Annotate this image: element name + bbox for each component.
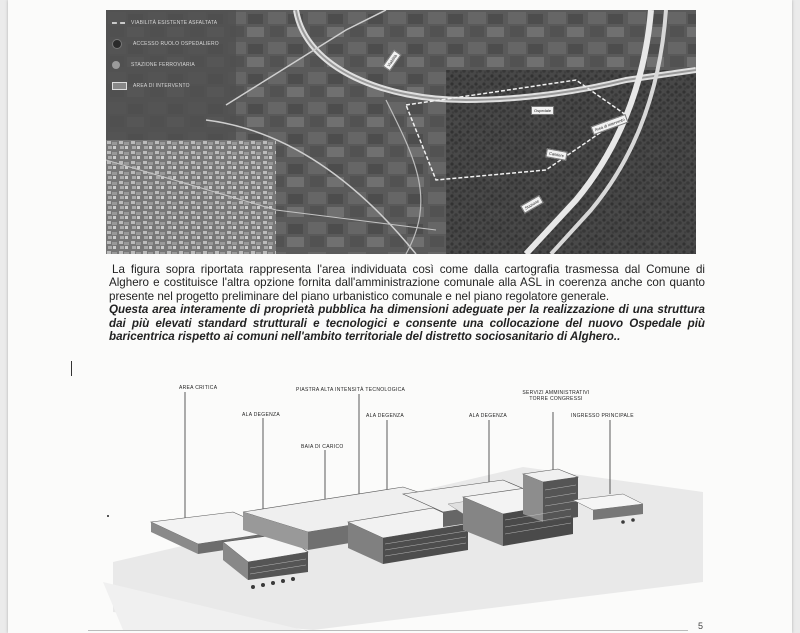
emphasis-paragraph xyxy=(109,303,705,343)
road-line-icon xyxy=(112,22,125,24)
document-page xyxy=(8,0,792,633)
legend-item xyxy=(112,75,219,96)
stray-dot xyxy=(107,515,109,517)
map-label: Area di intervento xyxy=(591,114,629,135)
station-dot-icon xyxy=(112,61,120,69)
access-dot-icon xyxy=(112,39,122,49)
legend-label: STAZIONE FERROVIARIA xyxy=(131,61,195,68)
map-label: Stazione xyxy=(520,195,543,214)
legend-label: AREA DI INTERVENTO xyxy=(133,82,190,89)
legend-item xyxy=(112,33,219,54)
callout-baia-carico: BAIA DI CARICO xyxy=(301,444,344,450)
legend-item xyxy=(112,54,219,75)
hospital-rendering-svg xyxy=(103,382,703,630)
footer-rule xyxy=(88,630,688,631)
map-label: Viabilità xyxy=(383,50,402,71)
emphasis-text: Questa area interamente di proprietà pubblica ha dimensioni adeguate per la realizzazione di una struttura dai più elevati standard strutturali e tecnologici e consente una collocazione del nuovo Ospedale più baricentrica rispetto ai comuni nell'ambito territoriale del distretto sociosanitario di Alghero. xyxy=(109,303,705,344)
callout-ala-degenza-3: ALA DEGENZA xyxy=(469,413,508,419)
callout-ala-degenza-2: ALA DEGENZA xyxy=(366,413,405,419)
area-box-icon xyxy=(112,82,127,90)
legend-label: ACCESSO RUOLO OSPEDALIERO xyxy=(133,40,219,47)
body-text xyxy=(109,263,705,343)
callout-ala-degenza-1: ALA DEGENZA xyxy=(242,412,281,418)
emphasis-end: . xyxy=(617,330,621,344)
callout-piastra: PIASTRA ALTA INTENSITÀ TECNOLOGICA xyxy=(296,387,406,393)
legend-item xyxy=(112,12,219,33)
callout-servizi: SERVIZI AMMINISTRATIVI TORRE CONGRESSI xyxy=(522,390,590,402)
map-legend xyxy=(112,12,219,96)
map-label: Cantiere xyxy=(545,148,567,161)
hospital-rendering xyxy=(103,382,703,630)
map-label: Ospedale xyxy=(531,106,554,115)
callout-ingresso: INGRESSO PRINCIPALE xyxy=(571,413,634,419)
callout-area-critica: AREA CRITICA xyxy=(179,385,218,391)
legend-label: VIABILITÀ ESISTENTE ASFALTATA xyxy=(131,19,218,26)
page-number: 5 xyxy=(698,621,704,631)
description-paragraph: La figura sopra riportata rappresenta l'area individuata così come dalla cartografia trasmessa dal Comune di Alghero e costituisce l'altra opzione fornita dall'amministrazione comunale alla ASL in coerenza anche con quanto presente nel progetto preliminare del piano urbanistico comunale e nel piano regolatore generale. xyxy=(109,263,705,303)
text-cursor-mark xyxy=(71,361,72,376)
